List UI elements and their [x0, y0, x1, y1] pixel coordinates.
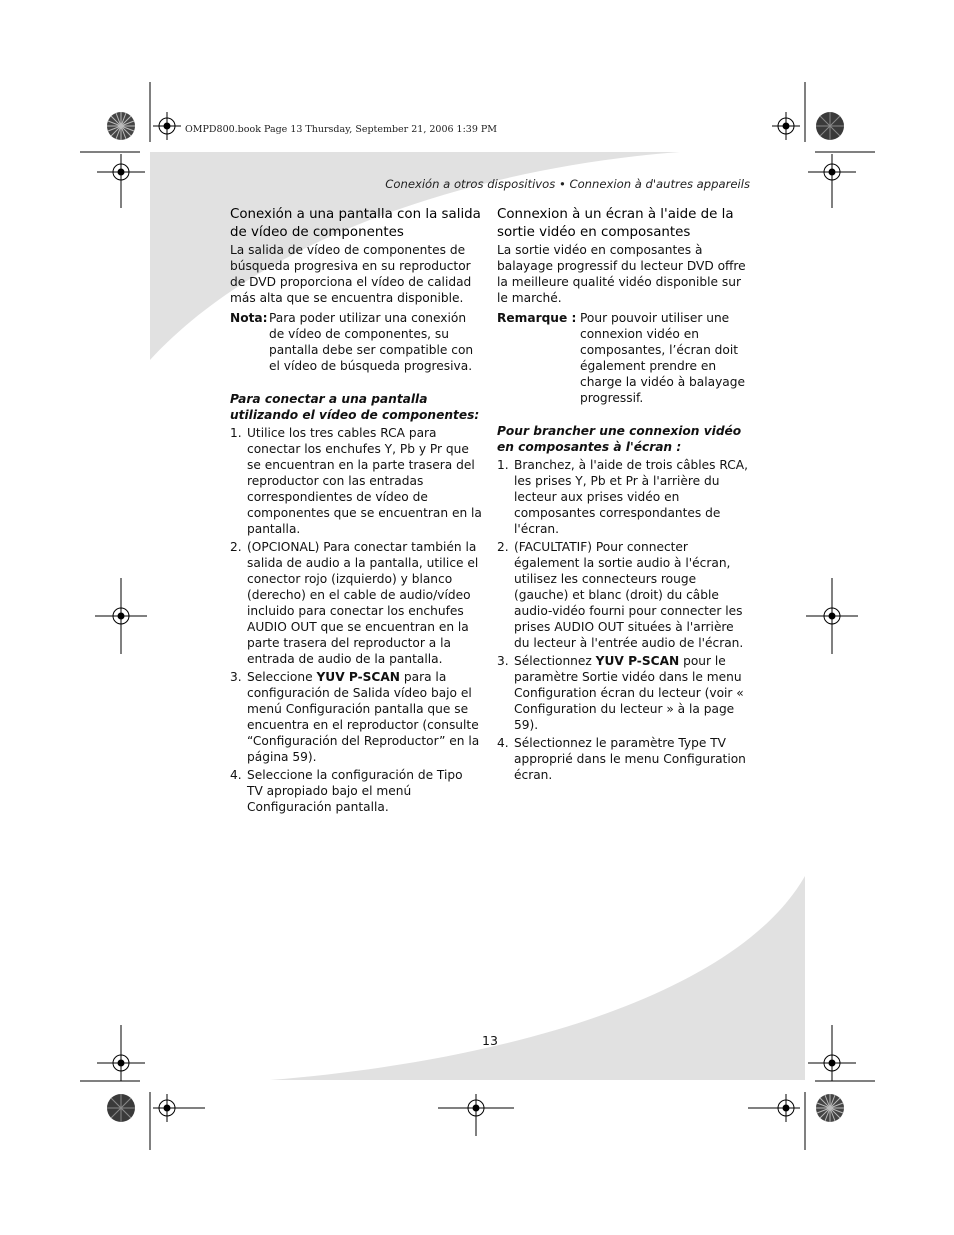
step-number: 2. [230, 540, 242, 554]
bottom-swoosh-shape [270, 876, 805, 1080]
note-text: Para poder utilizar una conexión de vídeo de componentes, su pantalla debe ser compatible con el vídeo de búsqueda progresiva. [269, 311, 474, 373]
page-number: 13 [482, 1033, 498, 1048]
note-block [230, 310, 482, 374]
step-text [247, 669, 482, 765]
french-column [497, 206, 749, 783]
step-number: 2. [497, 540, 509, 554]
list-item [497, 539, 749, 651]
steps-list [497, 457, 749, 783]
step-text-post: pour le paramètre Sortie vidéo dans le menu Configuration écran du lecteur (voir « Configuration du lecteur » à la page 59). [514, 654, 744, 732]
setting-keyword: YUV P-SCAN [316, 670, 400, 684]
step-text: Seleccione la configuración de Tipo TV apropiado bajo el menú Configuración pantalla. [247, 768, 463, 814]
step-text: Branchez, à l'aide de trois câbles RCA, les prises Y, Pb et Pr à l'arrière du lecteur aux prises vidéo en composantes correspondantes de l'écran. [514, 458, 748, 536]
step-number: 4. [230, 768, 242, 782]
running-header: Conexión a otros dispositivos • Connexion à d'autres appareils [385, 177, 750, 191]
step-text-post: para la configuración de Salida vídeo bajo el menú Configuración pantalla que se encuentra en el reproductor (consulte “Configuración del Reproductor” en la página 59). [247, 670, 480, 764]
section-heading: Conexión a una pantalla con la salida de vídeo de componentes [230, 207, 481, 240]
step-text: Utilice los tres cables RCA para conectar los enchufes Y, Pb y Pr que se encuentran en la parte trasera del reproductor con las entradas correspondientes de vídeo de componentes que se encuentran en la pantalla. [247, 426, 482, 536]
step-text: Sélectionnez le paramètre Type TV approprié dans le menu Configuration écran. [514, 736, 746, 782]
note-block [497, 310, 749, 406]
list-item [497, 735, 749, 783]
list-item [230, 425, 482, 537]
intro-paragraph: La sortie vidéo en composantes à balayage progressif du lecteur DVD offre la meilleure qualité vidéo disponible sur le marché. [497, 243, 746, 305]
step-text-pre: Seleccione [247, 670, 317, 684]
list-item [230, 539, 482, 667]
step-number: 1. [230, 426, 242, 440]
step-number: 3. [230, 670, 242, 684]
list-item [230, 669, 482, 765]
list-item [497, 653, 749, 733]
step-number: 1. [497, 458, 509, 472]
step-number: 3. [497, 654, 509, 668]
section-heading: Connexion à un écran à l'aide de la sortie vidéo en composantes [497, 207, 734, 240]
step-text: (OPCIONAL) Para conectar también la salida de audio a la pantalla, utilice el conector rojo (izquierdo) y blanco (derecho) en el cable de audio/vídeo incluido para conectar los enchufes AUDIO OUT que se encuentran en la parte trasera del reproductor a la entrada de audio de la pantalla. [247, 540, 479, 666]
steps-list [230, 425, 482, 815]
intro-paragraph: La salida de vídeo de componentes de búsqueda progresiva en su reproductor de DVD proporciona el vídeo de calidad más alta que se encuentra disponible. [230, 243, 472, 305]
list-item [230, 767, 482, 815]
step-number: 4. [497, 736, 509, 750]
step-text [514, 653, 749, 733]
step-text: (FACULTATIF) Pour connecter également la sortie audio à l'écran, utilisez les connecteurs rouge (gauche) et blanc (droit) du câble audio-vidéo fourni pour connecter les prises AUDIO OUT situées à l'arrière du lecteur à l'entrée audio de l'écran. [514, 540, 744, 650]
note-label: Remarque : [497, 311, 577, 325]
step-text-pre: Sélectionnez [514, 654, 596, 668]
note-text: Pour pouvoir utiliser une connexion vidéo en composantes, l’écran doit également prendre en charge la vidéo à balayage progressif. [580, 311, 746, 405]
procedure-heading: Pour brancher une connexion vidéo en composantes à l'écran : [497, 424, 742, 454]
note-label: Nota: [230, 311, 268, 325]
setting-keyword: YUV P-SCAN [595, 654, 680, 668]
procedure-heading: Para conectar a una pantalla utilizando el vídeo de componentes: [230, 392, 480, 422]
list-item [497, 457, 749, 537]
spanish-column [230, 206, 482, 815]
print-slug: OMPD800.book Page 13 Thursday, September 21, 2006 1:39 PM [185, 124, 498, 135]
